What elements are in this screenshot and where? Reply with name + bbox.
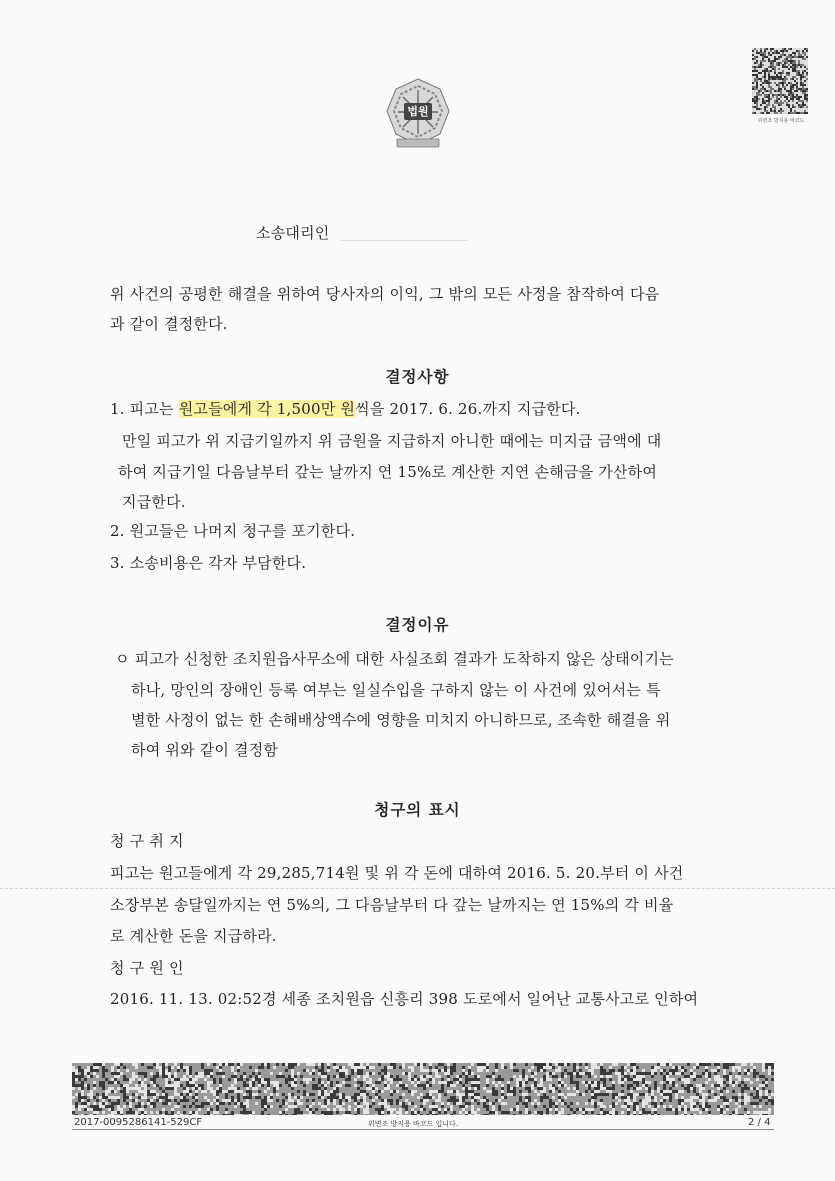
decision-item-1 bbox=[110, 398, 581, 419]
security-qr-code bbox=[752, 48, 808, 114]
document-id: 2017-0095286141-529CF bbox=[74, 1117, 203, 1128]
reason-line-1: ㅇ 피고가 신청한 조치원읍사무소에 대한 사실조회 결과가 도착하지 않은 상태이기는 bbox=[115, 650, 674, 668]
claim-purpose-line-1: 피고는 원고들에게 각 29,285,714원 및 위 각 돈에 대하여 2016. 5. 20.부터 이 사건 bbox=[110, 864, 684, 882]
decision-item-1-post: 씩을 2017. 6. 26.까지 지급한다. bbox=[355, 400, 581, 418]
decision-item-1-cont-3: 지급한다. bbox=[122, 493, 186, 511]
page-number: 2 / 4 bbox=[748, 1117, 771, 1128]
reason-line-3: 별한 사정이 없는 한 손해배상액수에 영향을 미치지 아니하므로, 조속한 해결을 위 bbox=[131, 711, 671, 729]
highlighted-amount: 원고들에게 각 1,500만 원 bbox=[178, 400, 356, 418]
decision-item-1-cont-2: 하여 지급기일 다음날부터 갚는 날까지 연 15%로 계산한 지연 손해금을 가산하여 bbox=[118, 463, 658, 481]
qr-caption: 위변조 방지용 바코드 bbox=[757, 118, 805, 124]
reason-line-4: 하여 위와 같이 결정함 bbox=[131, 741, 279, 759]
reason-line-2: 하나, 망인의 장애인 등록 여부는 일실수입을 구하지 않는 이 사건에 있어서는 특 bbox=[131, 681, 661, 699]
claim-cause-line-1: 2016. 11. 13. 02:52경 세종 조치원읍 신흥리 398 도로에서 일어난 교통사고로 인하여 bbox=[110, 990, 699, 1008]
representative-name-blank bbox=[340, 240, 468, 241]
decision-heading: 결정사항 bbox=[385, 368, 450, 386]
decision-item-1-cont-1: 만일 피고가 위 지급기일까지 위 금원을 지급하지 아니한 때에는 미지급 금액에 대 bbox=[122, 432, 662, 450]
court-emblem-icon bbox=[383, 76, 453, 152]
scan-dashed-rule bbox=[0, 888, 835, 889]
claim-heading: 청구의 표시 bbox=[374, 801, 461, 819]
decision-item-1-pre: 1. 피고는 bbox=[110, 400, 179, 418]
claim-cause-label: 청 구 원 인 bbox=[110, 959, 184, 977]
claim-purpose-line-2: 소장부본 송달일까지는 연 5%의, 그 다음날부터 다 갚는 날까지는 연 15%의 각 비율 bbox=[110, 896, 674, 914]
intro-line-1: 위 사건의 공평한 해결을 위하여 당사자의 이익, 그 밖의 모든 사정을 참작하여 다음 bbox=[110, 285, 660, 303]
emblem-text: 법원 bbox=[407, 105, 429, 118]
footer-rule bbox=[72, 1129, 774, 1130]
footer-notice: 위변조 방지용 바코드 입니다. bbox=[368, 1120, 459, 1128]
decision-item-2: 2. 원고들은 나머지 청구를 포기한다. bbox=[110, 522, 356, 540]
decision-item-3: 3. 소송비용은 각자 부담한다. bbox=[110, 554, 307, 572]
intro-line-2: 과 같이 결정한다. bbox=[110, 315, 228, 333]
claim-purpose-label: 청 구 취 지 bbox=[110, 832, 184, 850]
reason-heading: 결정이유 bbox=[385, 616, 450, 634]
anti-forgery-barcode bbox=[72, 1063, 774, 1115]
claim-purpose-line-3: 로 계산한 돈을 지급하라. bbox=[110, 927, 277, 945]
representative-label: 소송대리인 bbox=[256, 224, 330, 242]
